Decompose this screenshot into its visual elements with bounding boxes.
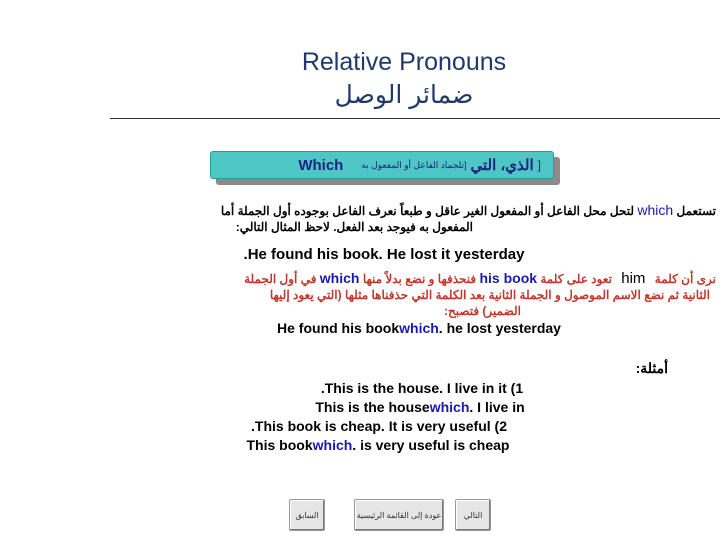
example-2-line-2 (0, 437, 728, 453)
intro-rest: لتحل محل الفاعل أو المفعول الغير عاقل و طبعاً نعرف الفاعل بوجوده أول الجملة أما (220, 204, 635, 218)
explanation-line-3: الضمير) فتصبح: (443, 304, 521, 318)
exp-part4: في أول الجملة (244, 272, 317, 286)
example-2-line-1: .This book is cheap. It is very useful (2 (251, 418, 507, 434)
intro-which: which (637, 202, 674, 218)
exp-part2: تعود على كلمة (540, 272, 612, 286)
ex1-after: . I live in (469, 399, 525, 415)
next-button[interactable]: التالي (455, 499, 491, 531)
result-before: He found his book (277, 320, 400, 336)
exp-part3: فنحذفها و نضع بدلاً منها (362, 272, 477, 286)
ex2-which: which (312, 437, 353, 453)
explanation-line-1 (6, 270, 716, 287)
ex1-which: which (429, 399, 470, 415)
page-title-arabic: ضمائر الوصل (334, 81, 474, 109)
explanation-line-2: الثانية ثم نضع الاسم الموصول و الجملة الثانية بعد الكلمة التي حذفناها مثلها (التي يعود إليها (269, 288, 710, 302)
intro-line-2: المفعول به فيوجد بعد الفعل. لاحظ المثال التالي: (235, 220, 473, 234)
exp-part1: نرى أن كلمة (654, 272, 716, 286)
banner-note: [تلجماد الفاعل أو المفعول به (361, 159, 467, 170)
result-which: which (399, 320, 439, 336)
exp-which: which (319, 270, 360, 286)
exp-him: him (621, 270, 646, 287)
page-title: Relative Pronouns (301, 48, 507, 76)
title-divider (110, 118, 720, 119)
banner-english: Which (298, 156, 344, 174)
ex1-before: This is the house (315, 399, 430, 415)
which-banner (210, 151, 554, 179)
example-1-line-1: .This is the house. I live in it (1 (320, 380, 524, 396)
home-menu-button[interactable]: عودة إلى القائمة الرئيسية (354, 499, 444, 531)
exp-his-book: his book (479, 270, 538, 286)
ex2-before: This book (246, 437, 313, 453)
ex2-after: . is very useful is cheap (352, 437, 510, 453)
intro-start: تستعمل (676, 204, 716, 218)
result-after: . he lost yesterday (438, 320, 561, 336)
intro-line-1 (6, 202, 716, 218)
example-sentence: .He found his book. He lost it yesterday (243, 246, 525, 263)
example-1-line-2 (0, 399, 728, 415)
examples-heading: أمثلة: (635, 360, 668, 376)
banner-bracket: [ (537, 158, 541, 172)
banner-arabic: الذي، التي (470, 157, 534, 174)
previous-button[interactable]: السابق (289, 499, 325, 531)
result-sentence (0, 320, 728, 336)
